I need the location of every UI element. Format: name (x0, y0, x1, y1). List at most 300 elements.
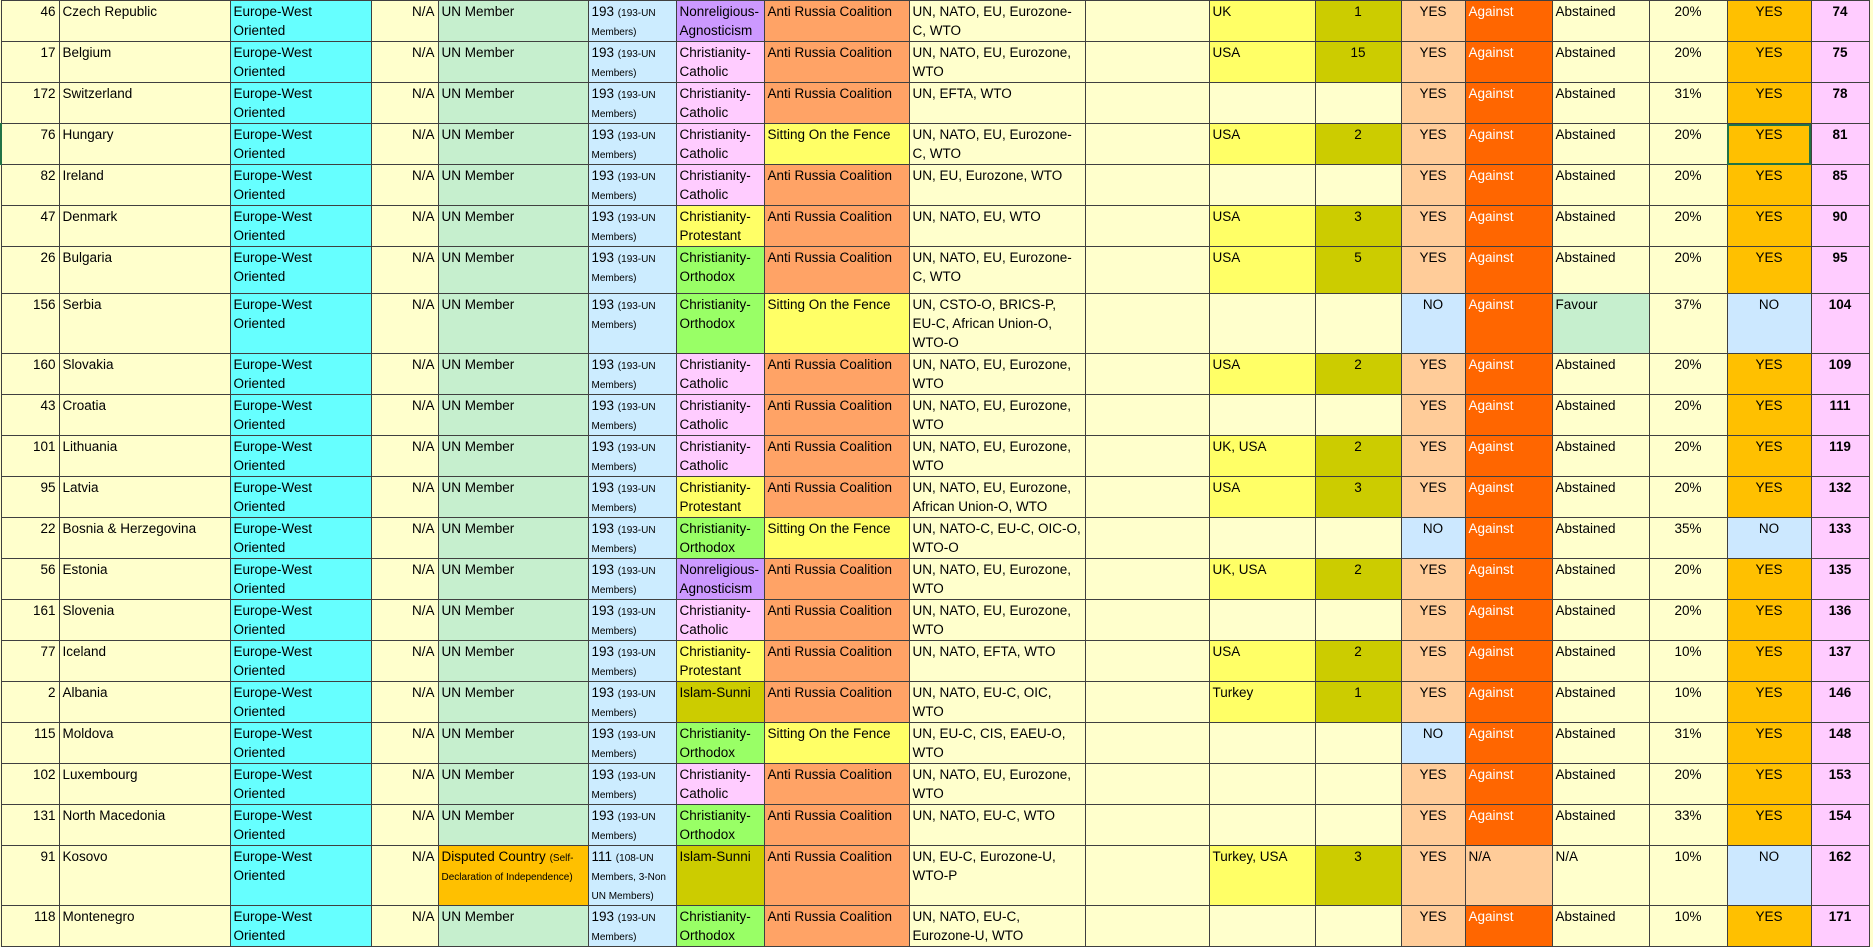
ally-count-cell[interactable] (1315, 477, 1401, 518)
empty-cell[interactable] (1085, 436, 1209, 477)
region-cell[interactable] (230, 846, 371, 906)
religion-cell[interactable] (676, 723, 764, 764)
vote-cell[interactable] (1465, 805, 1552, 846)
recognition-cell[interactable] (588, 764, 676, 805)
position-cell[interactable] (1552, 354, 1649, 395)
position-cell[interactable] (1552, 206, 1649, 247)
ally-cell[interactable] (1209, 477, 1315, 518)
ally-count-cell[interactable] (1315, 641, 1401, 682)
ally-cell[interactable] (1209, 805, 1315, 846)
ally-cell[interactable] (1209, 764, 1315, 805)
ally-count-cell[interactable] (1315, 206, 1401, 247)
religion-cell[interactable] (676, 354, 764, 395)
index-cell[interactable] (1, 518, 59, 559)
rank-cell[interactable] (1811, 42, 1869, 83)
index-cell[interactable] (1, 764, 59, 805)
index-cell[interactable] (1, 682, 59, 723)
vote-cell[interactable] (1465, 165, 1552, 206)
organizations-cell[interactable] (909, 846, 1085, 906)
ally-cell[interactable] (1209, 906, 1315, 947)
empty-cell[interactable] (1085, 906, 1209, 947)
index-cell[interactable] (1, 600, 59, 641)
support-cell[interactable] (1401, 354, 1465, 395)
na-cell[interactable] (371, 395, 438, 436)
index-cell[interactable] (1, 83, 59, 124)
vote-cell[interactable] (1465, 42, 1552, 83)
percent-cell[interactable] (1649, 477, 1727, 518)
flag-cell[interactable] (1727, 477, 1811, 518)
rank-cell[interactable] (1811, 518, 1869, 559)
ally-count-cell[interactable] (1315, 165, 1401, 206)
position-cell[interactable] (1552, 294, 1649, 354)
index-cell[interactable] (1, 124, 59, 165)
status-cell[interactable] (438, 764, 588, 805)
flag-cell[interactable] (1727, 559, 1811, 600)
rank-cell[interactable] (1811, 206, 1869, 247)
vote-cell[interactable] (1465, 723, 1552, 764)
na-cell[interactable] (371, 723, 438, 764)
empty-cell[interactable] (1085, 124, 1209, 165)
recognition-cell[interactable] (588, 559, 676, 600)
percent-cell[interactable] (1649, 600, 1727, 641)
vote-cell[interactable] (1465, 906, 1552, 947)
vote-cell[interactable] (1465, 1, 1552, 42)
coalition-cell[interactable] (764, 764, 909, 805)
religion-cell[interactable] (676, 124, 764, 165)
ally-cell[interactable] (1209, 600, 1315, 641)
rank-cell[interactable] (1811, 723, 1869, 764)
support-cell[interactable] (1401, 846, 1465, 906)
flag-cell[interactable] (1727, 206, 1811, 247)
recognition-cell[interactable] (588, 682, 676, 723)
position-cell[interactable] (1552, 906, 1649, 947)
coalition-cell[interactable] (764, 723, 909, 764)
percent-cell[interactable] (1649, 436, 1727, 477)
support-cell[interactable] (1401, 1, 1465, 42)
status-cell[interactable] (438, 395, 588, 436)
country-cell[interactable] (59, 764, 230, 805)
position-cell[interactable] (1552, 124, 1649, 165)
support-cell[interactable] (1401, 764, 1465, 805)
support-cell[interactable] (1401, 805, 1465, 846)
religion-cell[interactable] (676, 559, 764, 600)
organizations-cell[interactable] (909, 247, 1085, 294)
religion-cell[interactable] (676, 682, 764, 723)
empty-cell[interactable] (1085, 1, 1209, 42)
rank-cell[interactable] (1811, 354, 1869, 395)
ally-count-cell[interactable] (1315, 436, 1401, 477)
region-cell[interactable] (230, 436, 371, 477)
vote-cell[interactable] (1465, 247, 1552, 294)
index-cell[interactable] (1, 846, 59, 906)
percent-cell[interactable] (1649, 846, 1727, 906)
recognition-cell[interactable] (588, 395, 676, 436)
country-cell[interactable] (59, 600, 230, 641)
rank-cell[interactable] (1811, 395, 1869, 436)
empty-cell[interactable] (1085, 682, 1209, 723)
position-cell[interactable] (1552, 723, 1649, 764)
vote-cell[interactable] (1465, 600, 1552, 641)
percent-cell[interactable] (1649, 906, 1727, 947)
ally-count-cell[interactable] (1315, 518, 1401, 559)
position-cell[interactable] (1552, 436, 1649, 477)
country-cell[interactable] (59, 846, 230, 906)
rank-cell[interactable] (1811, 83, 1869, 124)
status-cell[interactable] (438, 83, 588, 124)
flag-cell[interactable] (1727, 600, 1811, 641)
flag-cell[interactable] (1727, 124, 1811, 165)
vote-cell[interactable] (1465, 682, 1552, 723)
coalition-cell[interactable] (764, 600, 909, 641)
ally-count-cell[interactable] (1315, 559, 1401, 600)
empty-cell[interactable] (1085, 395, 1209, 436)
vote-cell[interactable] (1465, 206, 1552, 247)
ally-count-cell[interactable] (1315, 42, 1401, 83)
index-cell[interactable] (1, 1, 59, 42)
percent-cell[interactable] (1649, 682, 1727, 723)
ally-cell[interactable] (1209, 641, 1315, 682)
vote-cell[interactable] (1465, 294, 1552, 354)
na-cell[interactable] (371, 846, 438, 906)
index-cell[interactable] (1, 42, 59, 83)
empty-cell[interactable] (1085, 206, 1209, 247)
region-cell[interactable] (230, 518, 371, 559)
rank-cell[interactable] (1811, 165, 1869, 206)
flag-cell[interactable] (1727, 247, 1811, 294)
status-cell[interactable] (438, 436, 588, 477)
country-cell[interactable] (59, 294, 230, 354)
support-cell[interactable] (1401, 83, 1465, 124)
recognition-cell[interactable] (588, 518, 676, 559)
ally-cell[interactable] (1209, 723, 1315, 764)
position-cell[interactable] (1552, 764, 1649, 805)
ally-count-cell[interactable] (1315, 906, 1401, 947)
religion-cell[interactable] (676, 518, 764, 559)
organizations-cell[interactable] (909, 165, 1085, 206)
status-cell[interactable] (438, 906, 588, 947)
support-cell[interactable] (1401, 165, 1465, 206)
ally-count-cell[interactable] (1315, 83, 1401, 124)
support-cell[interactable] (1401, 906, 1465, 947)
coalition-cell[interactable] (764, 1, 909, 42)
rank-cell[interactable] (1811, 559, 1869, 600)
organizations-cell[interactable] (909, 559, 1085, 600)
position-cell[interactable] (1552, 477, 1649, 518)
region-cell[interactable] (230, 165, 371, 206)
percent-cell[interactable] (1649, 354, 1727, 395)
recognition-cell[interactable] (588, 805, 676, 846)
rank-cell[interactable] (1811, 294, 1869, 354)
coalition-cell[interactable] (764, 395, 909, 436)
flag-cell[interactable] (1727, 641, 1811, 682)
rank-cell[interactable] (1811, 906, 1869, 947)
percent-cell[interactable] (1649, 165, 1727, 206)
ally-count-cell[interactable] (1315, 846, 1401, 906)
status-cell[interactable] (438, 641, 588, 682)
flag-cell[interactable] (1727, 1, 1811, 42)
percent-cell[interactable] (1649, 206, 1727, 247)
organizations-cell[interactable] (909, 477, 1085, 518)
empty-cell[interactable] (1085, 165, 1209, 206)
flag-cell[interactable] (1727, 436, 1811, 477)
support-cell[interactable] (1401, 600, 1465, 641)
na-cell[interactable] (371, 83, 438, 124)
flag-cell[interactable] (1727, 395, 1811, 436)
religion-cell[interactable] (676, 805, 764, 846)
recognition-cell[interactable] (588, 641, 676, 682)
ally-cell[interactable] (1209, 124, 1315, 165)
support-cell[interactable] (1401, 395, 1465, 436)
position-cell[interactable] (1552, 518, 1649, 559)
ally-cell[interactable] (1209, 518, 1315, 559)
percent-cell[interactable] (1649, 518, 1727, 559)
organizations-cell[interactable] (909, 206, 1085, 247)
ally-cell[interactable] (1209, 559, 1315, 600)
na-cell[interactable] (371, 477, 438, 518)
percent-cell[interactable] (1649, 294, 1727, 354)
rank-cell[interactable] (1811, 600, 1869, 641)
rank-cell[interactable] (1811, 247, 1869, 294)
support-cell[interactable] (1401, 247, 1465, 294)
country-cell[interactable] (59, 559, 230, 600)
region-cell[interactable] (230, 477, 371, 518)
flag-cell[interactable] (1727, 805, 1811, 846)
position-cell[interactable] (1552, 165, 1649, 206)
position-cell[interactable] (1552, 247, 1649, 294)
coalition-cell[interactable] (764, 518, 909, 559)
position-cell[interactable] (1552, 83, 1649, 124)
organizations-cell[interactable] (909, 436, 1085, 477)
recognition-cell[interactable] (588, 846, 676, 906)
flag-cell[interactable] (1727, 294, 1811, 354)
vote-cell[interactable] (1465, 395, 1552, 436)
ally-cell[interactable] (1209, 395, 1315, 436)
ally-count-cell[interactable] (1315, 247, 1401, 294)
recognition-cell[interactable] (588, 83, 676, 124)
ally-count-cell[interactable] (1315, 1, 1401, 42)
coalition-cell[interactable] (764, 436, 909, 477)
status-cell[interactable] (438, 165, 588, 206)
na-cell[interactable] (371, 294, 438, 354)
support-cell[interactable] (1401, 559, 1465, 600)
percent-cell[interactable] (1649, 124, 1727, 165)
support-cell[interactable] (1401, 294, 1465, 354)
organizations-cell[interactable] (909, 723, 1085, 764)
religion-cell[interactable] (676, 206, 764, 247)
index-cell[interactable] (1, 559, 59, 600)
vote-cell[interactable] (1465, 477, 1552, 518)
index-cell[interactable] (1, 436, 59, 477)
flag-cell[interactable] (1727, 83, 1811, 124)
vote-cell[interactable] (1465, 641, 1552, 682)
ally-cell[interactable] (1209, 206, 1315, 247)
support-cell[interactable] (1401, 723, 1465, 764)
recognition-cell[interactable] (588, 124, 676, 165)
support-cell[interactable] (1401, 42, 1465, 83)
region-cell[interactable] (230, 124, 371, 165)
region-cell[interactable] (230, 723, 371, 764)
religion-cell[interactable] (676, 42, 764, 83)
empty-cell[interactable] (1085, 83, 1209, 124)
organizations-cell[interactable] (909, 1, 1085, 42)
religion-cell[interactable] (676, 641, 764, 682)
percent-cell[interactable] (1649, 723, 1727, 764)
ally-count-cell[interactable] (1315, 682, 1401, 723)
rank-cell[interactable] (1811, 764, 1869, 805)
country-cell[interactable] (59, 206, 230, 247)
region-cell[interactable] (230, 206, 371, 247)
region-cell[interactable] (230, 906, 371, 947)
ally-count-cell[interactable] (1315, 124, 1401, 165)
recognition-cell[interactable] (588, 247, 676, 294)
country-cell[interactable] (59, 395, 230, 436)
ally-count-cell[interactable] (1315, 723, 1401, 764)
support-cell[interactable] (1401, 436, 1465, 477)
religion-cell[interactable] (676, 247, 764, 294)
ally-count-cell[interactable] (1315, 805, 1401, 846)
region-cell[interactable] (230, 247, 371, 294)
coalition-cell[interactable] (764, 846, 909, 906)
recognition-cell[interactable] (588, 206, 676, 247)
percent-cell[interactable] (1649, 805, 1727, 846)
country-cell[interactable] (59, 354, 230, 395)
empty-cell[interactable] (1085, 764, 1209, 805)
flag-cell[interactable] (1727, 518, 1811, 559)
region-cell[interactable] (230, 1, 371, 42)
na-cell[interactable] (371, 682, 438, 723)
empty-cell[interactable] (1085, 518, 1209, 559)
ally-cell[interactable] (1209, 294, 1315, 354)
vote-cell[interactable] (1465, 846, 1552, 906)
status-cell[interactable] (438, 723, 588, 764)
region-cell[interactable] (230, 682, 371, 723)
status-cell[interactable] (438, 124, 588, 165)
empty-cell[interactable] (1085, 42, 1209, 83)
religion-cell[interactable] (676, 600, 764, 641)
percent-cell[interactable] (1649, 83, 1727, 124)
religion-cell[interactable] (676, 83, 764, 124)
coalition-cell[interactable] (764, 83, 909, 124)
index-cell[interactable] (1, 906, 59, 947)
status-cell[interactable] (438, 682, 588, 723)
region-cell[interactable] (230, 83, 371, 124)
vote-cell[interactable] (1465, 518, 1552, 559)
flag-cell[interactable] (1727, 682, 1811, 723)
country-cell[interactable] (59, 682, 230, 723)
organizations-cell[interactable] (909, 294, 1085, 354)
country-cell[interactable] (59, 247, 230, 294)
ally-count-cell[interactable] (1315, 395, 1401, 436)
ally-cell[interactable] (1209, 846, 1315, 906)
index-cell[interactable] (1, 723, 59, 764)
religion-cell[interactable] (676, 436, 764, 477)
religion-cell[interactable] (676, 165, 764, 206)
na-cell[interactable] (371, 518, 438, 559)
coalition-cell[interactable] (764, 641, 909, 682)
index-cell[interactable] (1, 294, 59, 354)
status-cell[interactable] (438, 518, 588, 559)
religion-cell[interactable] (676, 294, 764, 354)
percent-cell[interactable] (1649, 641, 1727, 682)
recognition-cell[interactable] (588, 42, 676, 83)
percent-cell[interactable] (1649, 42, 1727, 83)
rank-cell[interactable] (1811, 641, 1869, 682)
support-cell[interactable] (1401, 641, 1465, 682)
flag-cell[interactable] (1727, 846, 1811, 906)
country-cell[interactable] (59, 518, 230, 559)
recognition-cell[interactable] (588, 600, 676, 641)
ally-count-cell[interactable] (1315, 354, 1401, 395)
coalition-cell[interactable] (764, 477, 909, 518)
percent-cell[interactable] (1649, 395, 1727, 436)
flag-cell[interactable] (1727, 906, 1811, 947)
religion-cell[interactable] (676, 477, 764, 518)
rank-cell[interactable] (1811, 1, 1869, 42)
vote-cell[interactable] (1465, 764, 1552, 805)
support-cell[interactable] (1401, 682, 1465, 723)
country-cell[interactable] (59, 805, 230, 846)
country-cell[interactable] (59, 42, 230, 83)
country-cell[interactable] (59, 436, 230, 477)
percent-cell[interactable] (1649, 764, 1727, 805)
vote-cell[interactable] (1465, 83, 1552, 124)
position-cell[interactable] (1552, 805, 1649, 846)
recognition-cell[interactable] (588, 1, 676, 42)
coalition-cell[interactable] (764, 906, 909, 947)
flag-cell[interactable] (1727, 42, 1811, 83)
ally-count-cell[interactable] (1315, 764, 1401, 805)
vote-cell[interactable] (1465, 124, 1552, 165)
na-cell[interactable] (371, 165, 438, 206)
index-cell[interactable] (1, 477, 59, 518)
position-cell[interactable] (1552, 1, 1649, 42)
religion-cell[interactable] (676, 764, 764, 805)
ally-cell[interactable] (1209, 354, 1315, 395)
coalition-cell[interactable] (764, 42, 909, 83)
status-cell[interactable] (438, 846, 588, 906)
ally-cell[interactable] (1209, 83, 1315, 124)
region-cell[interactable] (230, 42, 371, 83)
flag-cell[interactable] (1727, 165, 1811, 206)
organizations-cell[interactable] (909, 42, 1085, 83)
country-cell[interactable] (59, 165, 230, 206)
organizations-cell[interactable] (909, 805, 1085, 846)
region-cell[interactable] (230, 641, 371, 682)
country-cell[interactable] (59, 1, 230, 42)
organizations-cell[interactable] (909, 395, 1085, 436)
religion-cell[interactable] (676, 906, 764, 947)
position-cell[interactable] (1552, 42, 1649, 83)
position-cell[interactable] (1552, 846, 1649, 906)
rank-cell[interactable] (1811, 436, 1869, 477)
position-cell[interactable] (1552, 641, 1649, 682)
support-cell[interactable] (1401, 124, 1465, 165)
recognition-cell[interactable] (588, 906, 676, 947)
organizations-cell[interactable] (909, 764, 1085, 805)
na-cell[interactable] (371, 764, 438, 805)
status-cell[interactable] (438, 559, 588, 600)
index-cell[interactable] (1, 206, 59, 247)
ally-cell[interactable] (1209, 436, 1315, 477)
religion-cell[interactable] (676, 1, 764, 42)
organizations-cell[interactable] (909, 124, 1085, 165)
index-cell[interactable] (1, 354, 59, 395)
coalition-cell[interactable] (764, 247, 909, 294)
empty-cell[interactable] (1085, 846, 1209, 906)
organizations-cell[interactable] (909, 83, 1085, 124)
organizations-cell[interactable] (909, 906, 1085, 947)
na-cell[interactable] (371, 436, 438, 477)
